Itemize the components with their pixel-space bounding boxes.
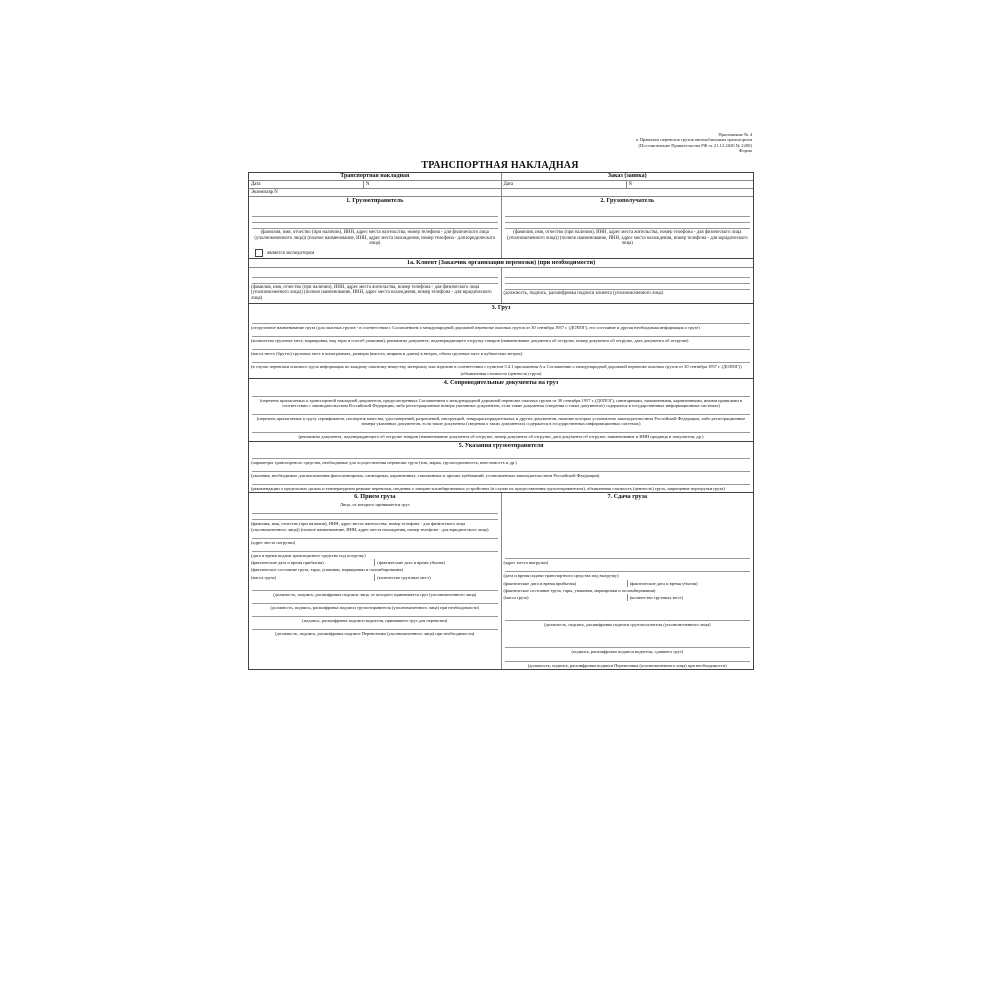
shipper-sign: (должность, подпись, расшифровка подписи грузоотправителя (уполномоченного лица) при необходимости)	[270, 605, 480, 611]
acceptance-person-desc: (фамилия, имя, отчество (при наличии), ИНН, адрес места жительства, номер телефона - для физического лица (уполномоченного лица)) (полное наименование, ИНН, адрес места нахождения, номер телефона - для юридического лица)	[251, 521, 489, 532]
acceptance-title: 6. Прием груза	[354, 493, 396, 501]
waybill-date-row	[249, 180, 501, 188]
delivery-fact-row	[502, 580, 754, 587]
client-details	[249, 268, 501, 303]
client-sign-label: (должность, подпись, расшифровка подписи клиента (уполномоченного лица)	[503, 290, 664, 296]
order-header	[501, 173, 754, 196]
delivery-gap	[502, 628, 754, 642]
consignee-desc: (фамилия, имя, отчество (при наличии), ИНН, адрес места жительства, номер телефона - для физического лица (уполномоченного лица)) (полное наименование, ИНН, адрес места нахождения, номер телефона - для юридического лица)	[506, 230, 748, 247]
client-title: 1а. Клиент (Заказчик организации перевозки) (при необходимости)	[249, 258, 753, 267]
cargo-dangerous-label: (в случае перевозки опасного груза информация по каждому опасному веществу, материалу или изделию в соответствии с пунктом 5.4.1 приложения А к Соглашению о международной дорожной перевозке опасных грузов от 30 сентября 1957 г. (ДОПОГ))	[251, 364, 742, 370]
client-signature	[501, 268, 754, 303]
shipper-title: 1. Грузоотправитель	[346, 197, 404, 204]
forwarder-checkbox[interactable]	[255, 249, 263, 257]
acceptance-person-label: Лицо, от которого принимается груз	[339, 502, 410, 508]
delivery-condition-label: (фактическое состояние груза, тары, упаковки, маркировки и опломбирования)	[503, 587, 656, 593]
order-number-label: N	[628, 182, 632, 187]
delivery-arrival-label: (фактические дата и время прибытия)	[502, 580, 628, 587]
cargo-name-label: (отгрузочное наименование груза (для опасных грузов - в соответствии с Соглашением о международной дорожной перевозке опасных грузов от 30 сентября 1957 г. (ДОПОГ), его состояние и другая необходимая информация о грузе)	[251, 324, 700, 330]
acceptance-places-label: (количество грузовых мест)	[377, 574, 431, 580]
acceptance-section	[249, 493, 501, 669]
instructions-title: 5. Указания грузоотправителя	[249, 441, 753, 450]
consignee-section	[501, 197, 754, 258]
recommendations-label: (рекомендации о предельных сроках и температурном режиме перевозки, сведения о запорно-пломбировочных устройствах (в случае их предоставления грузоотправителем), объявленная стоимость (ценность) груза, запрещение перегрузки груза)	[251, 486, 725, 491]
acceptance-person-sign: (должность, подпись, расшифровка подписи лица, от которого принимается груз (уполномоченного лица)	[273, 591, 477, 597]
copy-number-label: Экземпляр N	[249, 188, 501, 196]
acceptance-mass-label: (масса груза)	[249, 574, 375, 581]
waybill-form	[248, 172, 754, 670]
cargo-value-label: (объявленная стоимость (ценность) груза)	[460, 371, 542, 377]
forwarder-label: является экспедитором	[267, 250, 315, 256]
cargo-title: 3. Груз	[249, 303, 753, 312]
delivery-mass-row	[502, 594, 754, 601]
client-desc: (фамилия, имя, отчество (при наличии), ИНН, адрес места жительства, номер телефона - для физического лица (уполномоченного лица)) (полное наименование, ИНН, адрес места нахождения, номер телефона - для юридического лица)	[251, 284, 492, 301]
vehicle-params-label: (параметры транспортного средства, необходимые для осуществления перевозки груза (тип, марка, грузоподъемность, вместимость и др.)	[251, 459, 517, 465]
client-row	[249, 267, 753, 303]
shipment-doc-label: (реквизиты документа, подтверждающего об отгрузке товаров (наименование документа об отгрузке, номер документа об отгрузке, дата документа об отгрузке, наименование и ИНН продавца и покупателя, др.)	[298, 434, 704, 440]
parties-row	[249, 196, 753, 258]
order-blank-row	[502, 188, 754, 196]
driver-deliver-sign: (подпись, расшифровка подписи водителя, сдавшего груз)	[571, 649, 683, 655]
loading-address-label: (адрес места погрузки)	[251, 539, 296, 545]
order-date-row	[502, 180, 754, 188]
appendix-note	[592, 132, 752, 154]
consignee-title: 2. Грузополучатель	[600, 197, 655, 204]
acceptance-arrival-label: (фактические дата и время прибытия)	[249, 559, 375, 566]
shipper-section	[249, 197, 501, 258]
acceptance-condition-label: (фактическое состояние груза, тары, упаковки, маркировки и опломбирования)	[251, 567, 403, 573]
appendix-line: (Постановление Правительства РФ от 21.12.2020 № 2200)	[638, 142, 752, 148]
shipper-desc: (фамилия, имя, отчество (при наличии), ИНН, адрес места жительства, номер телефона - для физического лица (уполномоченного лица)) (полное наименование, ИНН, адрес места нахождения, номер телефона - для юридического лица)	[254, 230, 496, 247]
document-title: ТРАНСПОРТНАЯ НАКЛАДНАЯ	[421, 160, 579, 171]
certificates-label: (перечень прилагаемых к грузу сертификатов, паспортов качества, удостоверений, разрешений, инструкций, товарораспорядительных и других документов, наличие которых установлено законодательством Российской Федерации, либо регистрационные номера указанных документов, если такие документы (сведения о таких документах) содержатся в государственных информационных системах)	[256, 415, 746, 427]
waybill-date-label: Дата	[249, 181, 364, 188]
waybill-title: Транспортная накладная	[340, 173, 410, 179]
header-row	[249, 173, 753, 196]
unloading-time-label: (дата и время подачи транспортного средства под выгрузку)	[503, 573, 619, 579]
requirements-label: (указания, необходимые для выполнения фитосанитарных, санитарных, карантинных, таможенных и прочих требований, установленных законодательством Российской Федерации)	[251, 472, 600, 478]
delivery-blank-area	[502, 501, 754, 553]
unloading-address-label: (адрес места выгрузки)	[503, 560, 549, 566]
appendix-line: Форма	[738, 148, 752, 154]
forwarder-row	[249, 248, 501, 258]
delivery-departure-label: (фактические дата и время убытия)	[629, 580, 698, 586]
acceptance-mass-row	[249, 574, 501, 581]
delivery-mass-label: (масса груза)	[502, 594, 628, 601]
handover-row	[249, 492, 753, 669]
delivery-section	[501, 493, 754, 669]
documents-list-label: (перечень прилагаемых к транспортной накладной документов, предусмотренных Соглашением о международной дорожной перевозке опасных грузов от 30 сентября 1957 г. (ДОПОГ), санитарными, таможенными, карантинными, иными правилами в соответствии с законодательством Российской Федерации, либо регистрационные номера указанных документов, если такие документы (сведения о таких документах) содержатся в государственных информационных системах)	[259, 397, 743, 408]
documents-title: 4. Сопроводительные документы на груз	[249, 378, 753, 387]
cargo-mass-label: (масса нетто (брутто) грузовых мест в килограммах, размеры (высота, ширина и длина) в метрах, объем грузовых мест в кубических метрах)	[251, 350, 523, 356]
driver-accept-sign: (подпись, расшифровка подписи водителя, принявшего груз для перевозки)	[302, 618, 448, 624]
order-date-label: Дата	[502, 181, 627, 188]
order-title: Заказ (заявка)	[607, 173, 647, 179]
appendix-line: к Правилам перевозок грузов автомобильным транспортом	[636, 137, 752, 143]
carrier-accept-sign: (должность, подпись, расшифровка подписи Перевозчика (уполномоченного лица) при необходимости)	[275, 631, 475, 637]
consignee-sign: (должность, подпись, расшифровка подписи грузополучателя (уполномоченного лица)	[544, 622, 711, 628]
appendix-line: Приложение № 4	[718, 132, 752, 137]
delivery-places-label: (количество грузовых мест)	[629, 595, 684, 601]
acceptance-fact-row	[249, 559, 501, 566]
acceptance-departure-label: (фактические дата и время убытия)	[377, 560, 445, 566]
cargo-places-label: (количество грузовых мест, маркировка, вид тары и способ упаковки), реквизиты документа, подтверждающего отгрузку товаров (наименование документа об отгрузке, номер документа об отгрузке, дата документа об отгрузке)	[251, 337, 689, 343]
waybill-number-label: N	[366, 182, 370, 187]
loading-time-label: (дата и время подачи транспортного средства под погрузку)	[251, 553, 366, 559]
waybill-header	[249, 173, 501, 196]
delivery-title: 7. Сдача груза	[607, 493, 648, 501]
carrier-deliver-sign: (должность, подпись, расшифровка подписи Перевозчика (уполномоченного лица) при необходимости)	[527, 662, 727, 668]
